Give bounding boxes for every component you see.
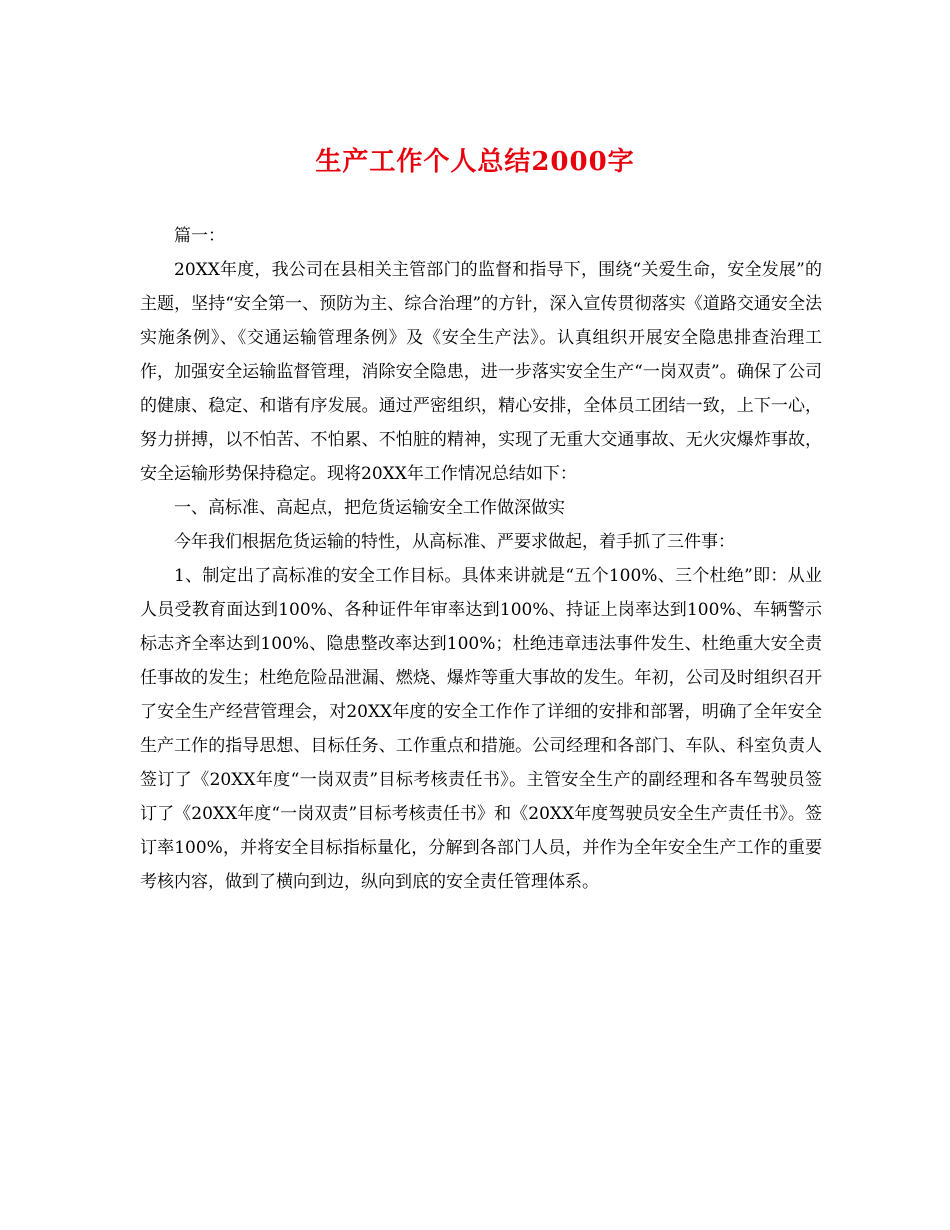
paragraph-three-tasks: 今年我们根据危货运输的特性，从高标准、严要求做起，着手抓了三件事：	[174, 532, 735, 552]
page-title: 生产工作个人总结2000字	[315, 147, 635, 177]
paragraph-section-label: 篇一：	[174, 226, 225, 246]
document-body	[140, 219, 822, 899]
paragraph-safety-targets: 1、制定出了高标准的安全工作目标。具体来讲就是“五个100%、三个杜绝”即：从业人员受教育面达到100%、各种证件年审率达到100%、持证上岗率达到100%、车辆警示标志齐全率达到100%、隐患整改率达到100%；杜绝违章违法事件发生、杜绝重大安全责任事故的发生；杜绝危险品泄漏、燃烧、爆炸等重大事故的发生。年初，公司及时组织召开了安全生产经营管理会，对20XX年度的安全工作作了详细的安排和部署，明确了全年安全生产工作的指导思想、目标任务、工作重点和措施。公司经理和各部门、车队、科室负责人签订了《20XX年度“一岗双责”目标考核责任书》。主管安全生产的副经理和各车驾驶员签订了《20XX年度“一岗双责”目标考核责任书》和《20XX年度驾驶员安全生产责任书》。签订率100%，并将安全目标指标量化，分解到各部门人员，并作为全年安全生产工作的重要考核内容，做到了横向到边，纵向到底的安全责任管理体系。	[140, 566, 822, 892]
paragraph-intro: 20XX年度，我公司在县相关主管部门的监督和指导下，围绕“关爱生命，安全发展”的主题，坚持“安全第一、预防为主、综合治理”的方针，深入宣传贯彻落实《道路交通安全法实施条例》、《交通运输管理条例》及《安全生产法》。认真组织开展安全隐患排查治理工作，加强安全运输监督管理，消除安全隐患，进一步落实安全生产“一岗双责”。确保了公司的健康、稳定、和谐有序发展。通过严密组织，精心安排，全体员工团结一致，上下一心，努力拼搏，以不怕苦、不怕累、不怕脏的精神，实现了无重大交通事故、无火灾爆炸事故，安全运输形势保持稳定。现将20XX年工作情况总结如下：	[140, 260, 822, 484]
paragraph-heading-one: 一、高标准、高起点，把危货运输安全工作做深做实	[174, 498, 565, 518]
